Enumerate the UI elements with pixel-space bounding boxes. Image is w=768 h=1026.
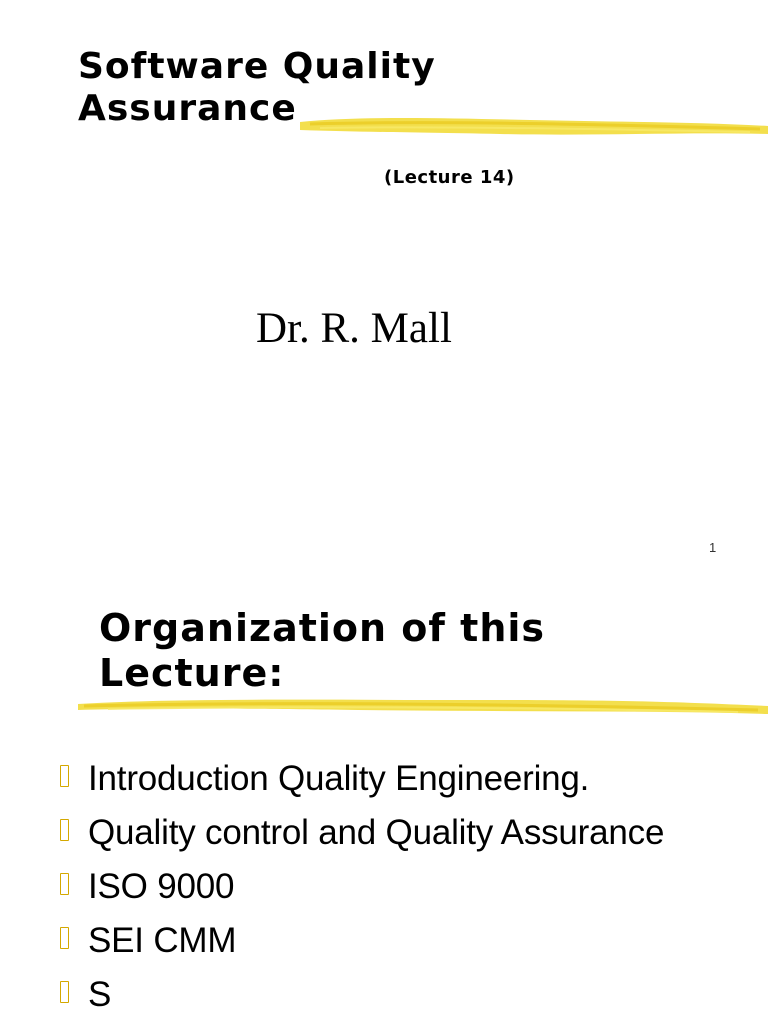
slide-2 <box>0 576 768 1024</box>
lecture-subtitle: (Lecture 14) <box>384 167 515 188</box>
author-name: Dr. R. Mall <box>256 305 452 352</box>
bullet-list <box>60 756 750 1026</box>
bullet-icon <box>60 819 69 841</box>
slide-title <box>99 606 699 696</box>
slide-title-line: Assurance <box>78 88 297 130</box>
list-item-text: Quality control and Quality Assurance <box>88 813 665 852</box>
list-item <box>60 918 750 964</box>
slide-title-line: Organization of this <box>99 606 546 650</box>
list-item-text: SEI CMM <box>88 921 237 960</box>
list-item-text: Introduction Quality Engineering. <box>88 759 590 798</box>
bullet-icon <box>60 981 69 1003</box>
bullet-icon <box>60 765 69 787</box>
bullet-icon <box>60 927 69 949</box>
list-item <box>60 972 750 1018</box>
page-number: 1 <box>709 540 717 555</box>
list-item <box>60 756 750 802</box>
list-item <box>60 864 750 910</box>
list-item-text: S <box>88 975 112 1014</box>
slide-title-line: Lecture: <box>99 650 285 695</box>
list-item <box>60 810 750 856</box>
list-item-text: ISO 9000 <box>88 867 235 906</box>
bullet-icon <box>60 873 69 895</box>
slide-title <box>78 46 638 131</box>
slide-title-line: Software Quality <box>78 46 436 87</box>
